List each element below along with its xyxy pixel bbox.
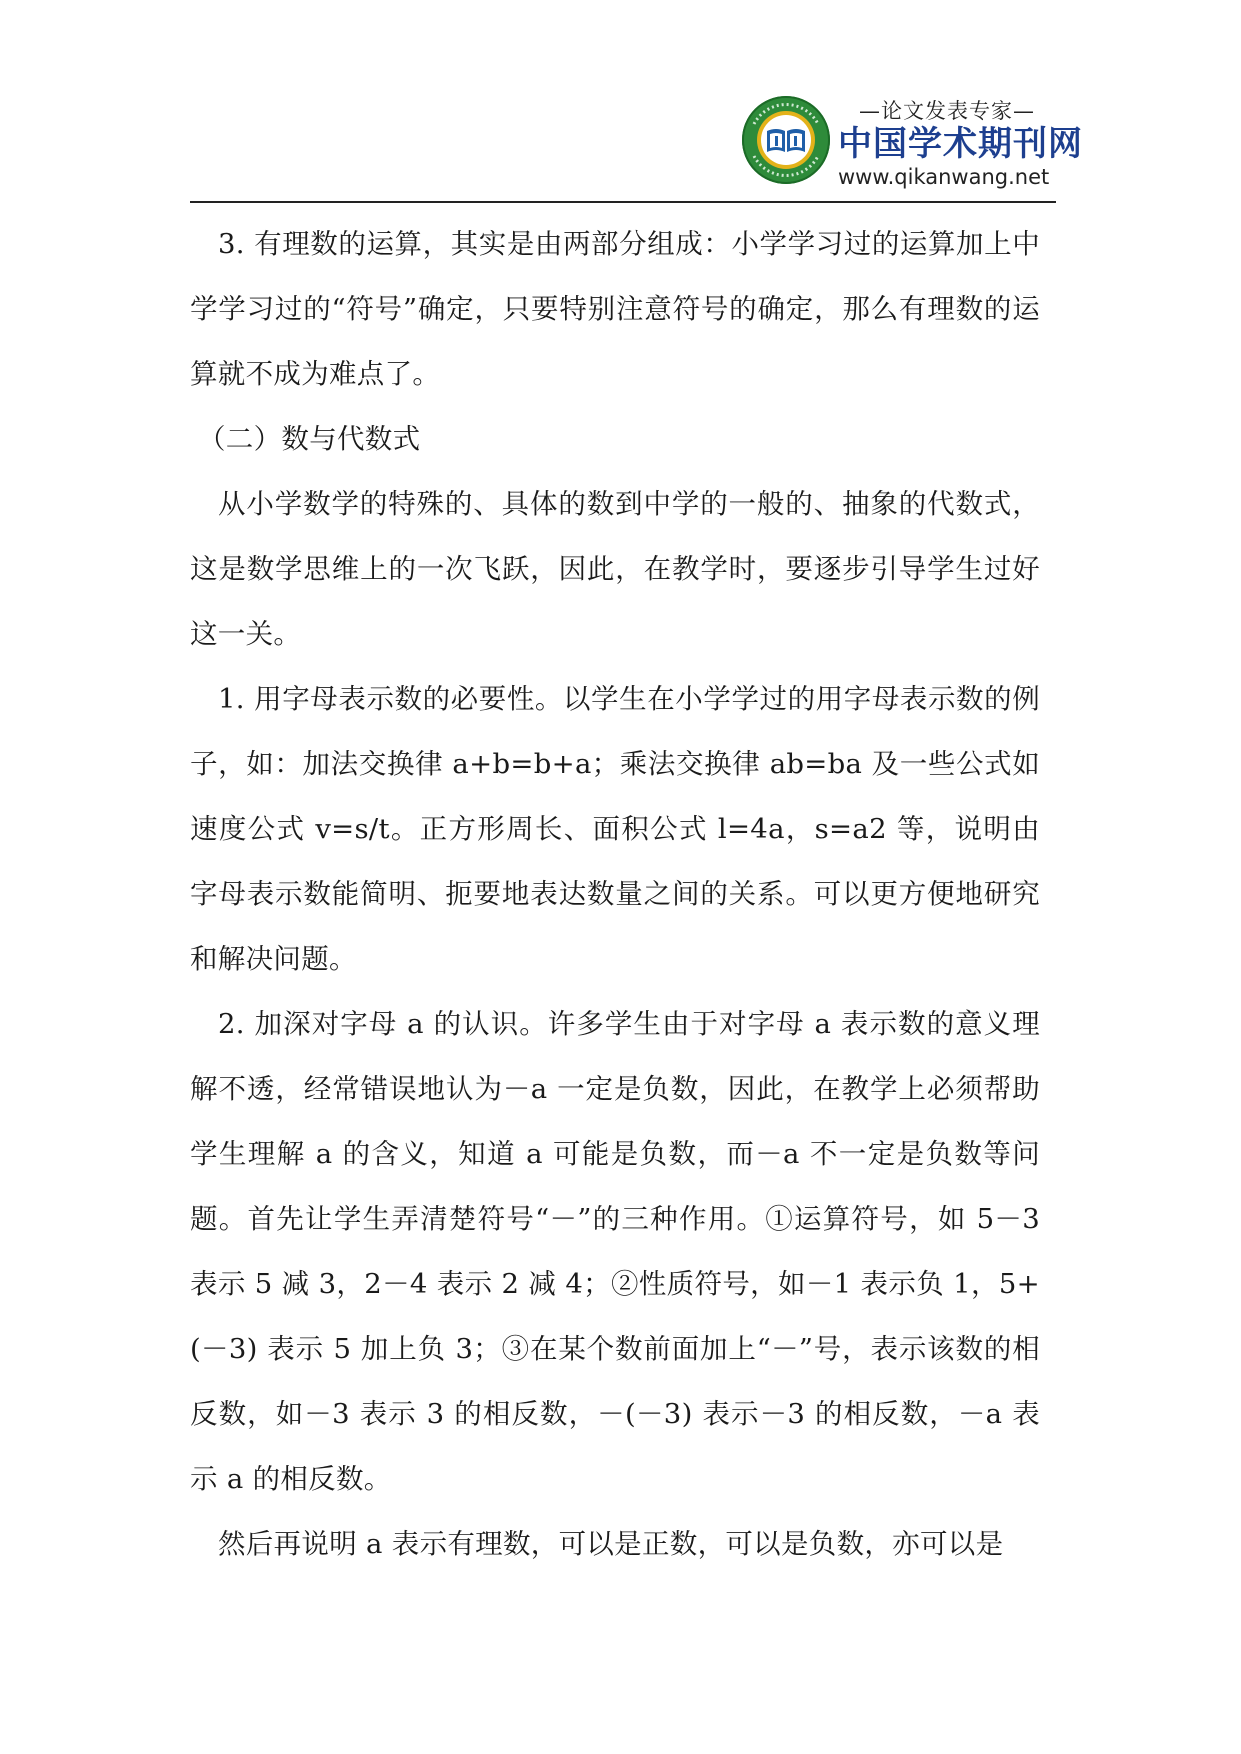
paragraph: 3. 有理数的运算，其实是由两部分组成：小学学习过的运算加上中学学习过的“符号”确定，只要特别注意符号的确定，那么有理数的运算就不成为难点了。: [190, 228, 1040, 390]
paragraph: 从小学数学的特殊的、具体的数到中学的一般的、抽象的代数式，这是数学思维上的一次飞跃，因此，在教学时，要逐步引导学生过好这一关。: [190, 488, 1040, 650]
paragraph: 然后再说明 a 表示有理数，可以是正数，可以是负数，亦可以是: [218, 1528, 1004, 1560]
section-heading: （二）数与代数式: [198, 423, 421, 455]
brand-url[interactable]: www.qikanwang.net: [838, 165, 1050, 189]
brand-tagline: —论文发表专家—: [859, 99, 1035, 123]
paragraph: 2. 加深对字母 a 的认识。许多学生由于对字母 a 表示数的意义理解不透，经常错误地认为－a 一定是负数，因此，在教学上必须帮助学生理解 a 的含义，知道 a 可能是负数，而－a 不一定是负数等问题。首先让学生弄清楚符号“－”的三种作用。①运算符号，如 5－3 表示 5 减 3，2－4 表示 2 减 4；②性质符号，如－1 表示负 1，5+(－3) 表示 5 加上负 3；③在某个数前面加上“－”号，表示该数的相反数，如－3 表示 3 的相反数，－(－3) 表示－3 的相反数，－a 表示 a 的相反数。: [190, 1008, 1040, 1495]
brand-block: [838, 98, 1083, 190]
brand-name: 中国学术期刊网: [838, 124, 1083, 164]
paragraph: 1. 用字母表示数的必要性。以学生在小学学过的用字母表示数的例子，如：加法交换律 a+b=b+a；乘法交换律 ab=ba 及一些公式如速度公式 v=s/t。正方形周长、面积公式 l=4a，s=a2 等，说明由字母表示数能简明、扼要地表达数量之间的关系。可以更方便地研究和解决问题。: [190, 683, 1040, 975]
document-body: [190, 212, 1040, 1577]
page-header: [190, 90, 1083, 202]
qikanwang-seal-logo: [740, 94, 832, 186]
header-divider: [190, 201, 1056, 203]
